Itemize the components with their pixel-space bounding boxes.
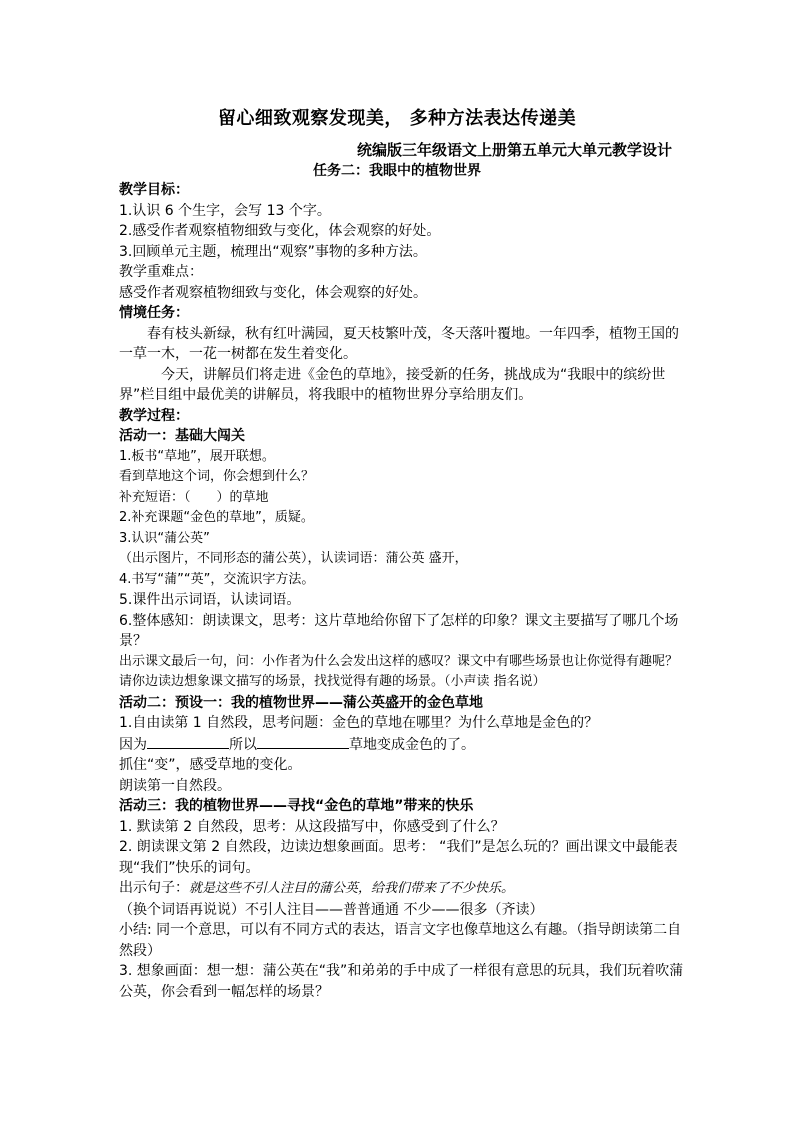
goal-2: 2.感受作者观察植物细致与变化，体会观察的好处。	[119, 223, 441, 239]
situation-paragraph-2: 今天，讲解员们将走进《金色的草地》，接受新的任务，挑战成为“我眼中的缤纷世界”栏目组中最优美的讲解员，将我眼中的植物世界分享给朋友们。	[119, 366, 666, 403]
activity-1-line-8: 5.课件出示词语，认读词语。	[119, 592, 301, 608]
fill-in-result: 草地变成金色的了。	[349, 736, 475, 753]
situation-paragraph-1: 春有枝头新绿，秋有红叶满园，夏天枝繁叶茂，冬天落叶覆地。一年四季，植物王国的一草一木，一花一树都在发生着变化。	[119, 325, 679, 362]
activity-3-line-5: 小结: 同一个意思，可以有不同方式的表达，语言文字也像草地这么有趣。（指导朗读第二自然段）	[119, 922, 682, 959]
activity-2-line-4: 朗读第一自然段。	[119, 777, 231, 794]
fill-in-because: 因为	[119, 736, 147, 753]
difficulty-text: 感受作者观察植物细致与变化，体会观察的好处。	[119, 284, 427, 301]
difficulty-heading: 教学重难点：	[119, 264, 203, 280]
activity-3-heading: 活动三：我的植物世界——寻找“金色的草地”带来的快乐	[119, 798, 474, 814]
activity-1-line-2: 看到草地这个词，你会想到什么？	[119, 469, 315, 484]
activity-2-line-3: 抓住“变”，感受草地的变化。	[119, 757, 302, 773]
goal-3: 3.回顾单元主题，梳理出“观察”事物的多种方法。	[119, 243, 427, 260]
goals-heading: 教学目标：	[119, 182, 189, 198]
activity-1-line-1: 1.板书“草地”，展开联想。	[119, 448, 275, 464]
activity-1-line-10: 出示课文最后一句，问：小作者为什么会发出这样的感叹？课文中有哪些场景也让你觉得有趣呢？请你边读边想象课文描写的场景，找找觉得有趣的场景。（小声读 指名说）	[119, 653, 679, 689]
document-body	[119, 180, 684, 1002]
fill-in-blank-1	[147, 734, 229, 749]
activity-3-line-3	[119, 878, 684, 900]
goal-1: 1.认识 6 个生字，会写 13 个字。	[119, 202, 331, 219]
activity-1-line-9: 6.整体感知：朗读课文，思考：这片草地给你留下了怎样的印象？课文主要描写了哪几个场景？	[119, 612, 679, 649]
activity-3-line-4: （换个词语再说说）不引人注目——普普通通 不少——很多（齐读）	[119, 901, 544, 918]
activity-1-line-6: （出示图片，不同形态的蒲公英），认读词语：蒲公英 盛开，	[119, 551, 468, 566]
activity-1-line-4: 2.补充课题“金色的草地”，质疑。	[119, 510, 314, 525]
document-subtitle: 统编版三年级语文上册第五单元大单元教学设计	[356, 141, 672, 159]
sentence-label: 出示句子：	[119, 880, 189, 896]
task-heading: 任务二：我眼中的植物世界	[313, 163, 481, 179]
activity-1-line-7: 4.书写“蒲”“英”，交流识字方法。	[119, 571, 315, 587]
activity-2-heading: 活动二：预设一：我的植物世界——蒲公英盛开的金色草地	[119, 694, 483, 711]
activity-3-line-2: 2. 朗读课文第 2 自然段，边读边想象画面。思考： “我们”是怎么玩的？画出课文中最能表现“我们”快乐的词句。	[119, 839, 678, 876]
process-heading: 教学过程：	[119, 407, 189, 424]
activity-3-line-6: 3. 想象画面：想一想：蒲公英在“我”和弟弟的手中成了一样很有意思的玩具，我们玩着吹蒲公英，你会看到一幅怎样的场景？	[119, 963, 684, 1000]
activity-1-line-5: 3.认识“蒲公英”	[119, 530, 210, 546]
fill-in-so: 所以	[229, 736, 257, 753]
activity-3-line-1: 1. 默读第 2 自然段，思考：从这段描写中，你感受到了什么？	[119, 818, 505, 835]
document-title: 留心细致观察发现美， 多种方法表达传递美	[217, 108, 577, 129]
activity-1-line-3: 补充短语：（ ）的草地	[119, 489, 269, 505]
activity-1-heading: 活动一：基础大闯关	[119, 428, 245, 444]
sentence-quote: 就是这些不引人注目的蒲公英，给我们带来了不少快乐。	[189, 881, 515, 896]
situation-heading: 情境任务：	[119, 305, 189, 321]
activity-2-line-1: 1.自由读第 1 自然段，思考问题：金色的草地在哪里？为什么草地是金色的？	[119, 715, 599, 731]
activity-2-fill-in	[119, 734, 684, 756]
fill-in-blank-2	[257, 734, 349, 749]
